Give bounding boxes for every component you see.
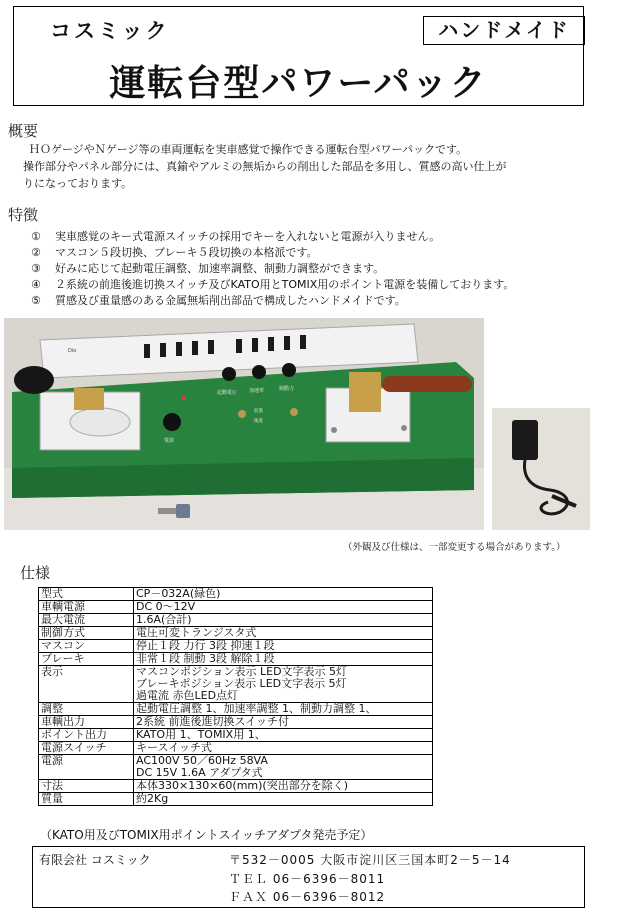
spec-label: 最大電流 (39, 614, 134, 627)
specs-heading: 仕様 (20, 564, 51, 582)
spec-row (39, 627, 433, 640)
spec-label: 制御方式 (39, 627, 134, 640)
spec-label: 車輌電源 (39, 601, 134, 614)
spec-row (39, 755, 433, 780)
features-heading: 特徴 (8, 206, 39, 224)
spec-value: AC100V 50／60Hz 58VA DC 15V 1.6A アダプタ式 (134, 755, 433, 780)
spec-table (38, 587, 433, 806)
spec-label: 電源 (39, 755, 134, 780)
header-box (13, 6, 584, 106)
overview-heading: 概要 (8, 122, 39, 140)
photo-note: （外観及び仕様は、一部変更する場合があります。） (343, 542, 566, 553)
spec-value: 2系統 前進後進切換スイッチ付 (134, 716, 433, 729)
panel-label: 加速率 (249, 388, 265, 394)
features-list (31, 229, 514, 309)
spec-row (39, 640, 433, 653)
contact-fax: ＦＡＸ 06－6396－8012 (229, 890, 386, 904)
spec-label: 車輌出力 (39, 716, 134, 729)
overview-line-2: 操作部分やパネル部分には、真鍮やアルミの無垢からの削出した部品を多用し、質感の高い仕上が (23, 160, 507, 173)
spec-row (39, 666, 433, 703)
spec-value: 1.6A(合計) (134, 614, 433, 627)
spec-value: KATO用 1、TOMIX用 1、 (134, 729, 433, 742)
spec-value: 停止１段 力行 3段 抑速１段 (134, 640, 433, 653)
spec-value: マスコンポジション表示 LED文字表示 5灯 ブレーキポジション表示 LED文字表示 5灯 過電流 赤色LED点灯 (134, 666, 433, 703)
spec-label: ブレーキ (39, 653, 134, 666)
adapter-photo (492, 408, 590, 530)
panel-label: 制動力 (279, 386, 295, 392)
feature-item: ① 実車感覚のキー式電源スイッチの採用でキーを入れないと電源が入りません。 (31, 230, 441, 243)
spec-row (39, 742, 433, 755)
contact-box (32, 846, 585, 908)
spec-label: 質量 (39, 793, 134, 806)
overview-line-1: ＨＯゲージやＮゲージ等の車両運転を実車感覚で操作できる運転台型パワーパックです。 (29, 143, 468, 156)
spec-value: 約2Kg (134, 793, 433, 806)
panel-label: 起動電圧 (217, 390, 238, 396)
company-name: コスミック (50, 19, 170, 43)
spec-row (39, 793, 433, 806)
feature-item: ⑤ 質感及び重量感のある金属無垢削出部品で構成したハンドメイドです。 (31, 294, 406, 307)
spec-row (39, 716, 433, 729)
spec-value: キースイッチ式 (134, 742, 433, 755)
spec-label: 電源スイッチ (39, 742, 134, 755)
spec-row (39, 614, 433, 627)
spec-value: DC 0～12V (134, 601, 433, 614)
spec-label: 表示 (39, 666, 134, 703)
spec-row (39, 703, 433, 716)
spec-footnote: （KATO用及びTOMIX用ポイントスイッチアダプタ発売予定） (40, 828, 373, 842)
panel-label: Dio (68, 348, 77, 354)
contact-address: 〒532－0005 大阪市淀川区三国本町2－5－14 (229, 853, 511, 867)
contact-tel: ＴＥＬ 06－6396－8011 (229, 872, 386, 886)
spec-value: 起動電圧調整 1、加速率調整 1、制動力調整 1、 (134, 703, 433, 716)
spec-row (39, 780, 433, 793)
spec-label: 寸法 (39, 780, 134, 793)
product-photo (4, 318, 484, 530)
panel-label: 後進 (254, 419, 263, 424)
contact-company: 有限会社 コスミック (39, 853, 151, 867)
panel-label: 電源 (164, 438, 175, 444)
feature-item: ② マスコン５段切換、ブレーキ５段切換の本格派です。 (31, 246, 318, 259)
feature-item: ④ ２系統の前進後進切換スイッチ及びKATO用とTOMIX用のポイント電源を装備しております。 (31, 278, 515, 291)
spec-label: 調整 (39, 703, 134, 716)
feature-item: ③ 好みに応じて起動電圧調整、加速率調整、制動力調整ができます。 (31, 262, 385, 275)
panel-label: 前進 (254, 409, 263, 414)
spec-value: 電圧可変トランジスタ式 (134, 627, 433, 640)
spec-row (39, 729, 433, 742)
spec-value: 本体330×130×60(mm)(突出部分を除く) (134, 780, 433, 793)
spec-label: ポイント出力 (39, 729, 134, 742)
handmade-badge: ハンドメイド (423, 16, 585, 45)
product-title: 運転台型パワーパック (109, 63, 488, 104)
spec-label: マスコン (39, 640, 134, 653)
spec-row (39, 653, 433, 666)
spec-label: 型式 (39, 588, 134, 601)
spec-value: CP－032A(緑色) (134, 588, 433, 601)
spec-row (39, 588, 433, 601)
spec-row (39, 601, 433, 614)
overview-line-3: りになっております。 (23, 177, 133, 190)
spec-value: 非常１段 制動 3段 解除１段 (134, 653, 433, 666)
